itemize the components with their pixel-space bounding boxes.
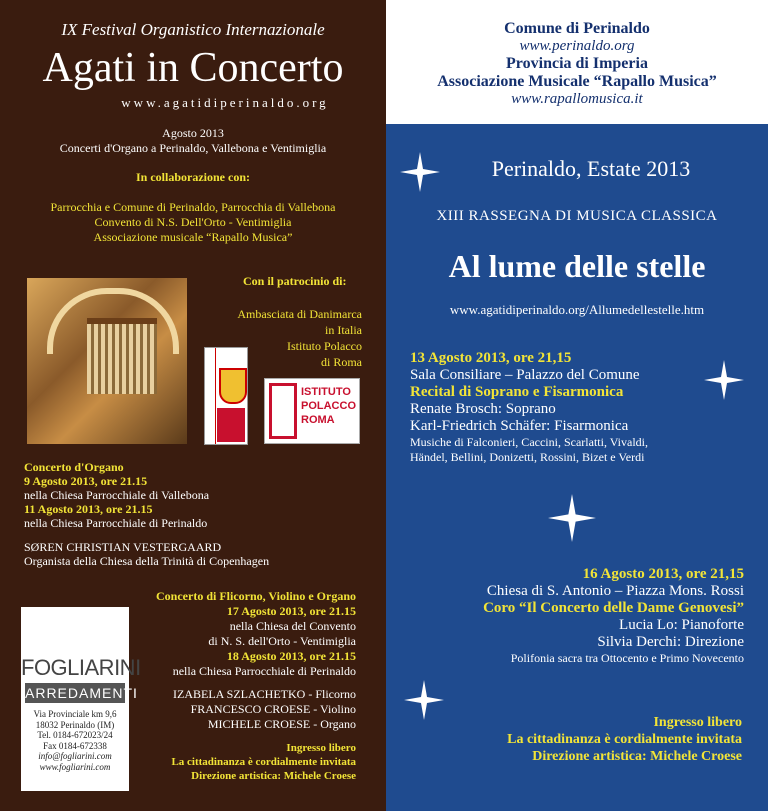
concert2-place1a: nella Chiesa del Convento [229, 619, 356, 633]
concert1-place2: nella Chiesa Parrocchiale di Perinaldo [24, 516, 208, 530]
series-url: www.agatidiperinaldo.org/Allumedellestelle.htm [449, 302, 705, 317]
concert1-date2: 11 Agosto 2013, ore 21.15 [24, 502, 153, 516]
concert2-performer: MICHELE CROESE - Organo [207, 717, 356, 731]
event2-note: Polifonia sacra tra Ottocento e Primo Novecento [510, 651, 744, 665]
church-organ-photo [27, 278, 187, 444]
concert2-performer: FRANCESCO CROESE - Violino [190, 702, 356, 716]
collab-line: Associazione musicale “Rapallo Musica” [93, 230, 293, 244]
star-icon [704, 360, 744, 400]
patronage-line: di Roma [321, 355, 362, 369]
istituto-polacco-logo [264, 378, 360, 444]
collab-line: Parrocchia e Comune di Perinaldo, Parrocchia di Vallebona [50, 200, 336, 214]
collab-line: Convento di N.S. Dell'Orto - Ventimiglia [94, 215, 292, 229]
concert1-block [24, 460, 374, 568]
concert1-heading: Concerto d'Organo [24, 460, 124, 474]
series-title: Al lume delle stelle [448, 248, 706, 284]
associazione-name: Associazione Musicale “Rapallo Musica” [437, 73, 717, 90]
event2-date: 16 Agosto 2013, ore 21,15 [582, 566, 744, 582]
concert2-block [130, 589, 356, 732]
comune-website: www.perinaldo.org [519, 38, 635, 54]
website: www.agatidiperinaldo.org [121, 95, 329, 110]
main-title: Agati in Concerto [42, 45, 344, 91]
crest-band [205, 348, 216, 444]
ad-brand: FOGLIARINI [21, 655, 141, 680]
period: Agosto 2013 [162, 126, 224, 140]
event1-block [410, 350, 750, 465]
fogliarini-advert [21, 607, 141, 791]
event2-name: Coro “Il Concerto delle Dame Genovesi” [483, 600, 744, 616]
patronage-line: Ambasciata di Danimarca [237, 307, 362, 321]
concert1-place1: nella Chiesa Parrocchiale di Vallebona [24, 488, 210, 502]
collab-heading: In collaborazione con: [136, 170, 250, 184]
provincia-name: Provincia di Imperia [506, 55, 648, 72]
patronage-heading: Con il patrocinio di: [243, 274, 347, 288]
concert2-date1: 17 Agosto 2013, ore 21.15 [226, 604, 356, 618]
right-footer [400, 714, 742, 765]
photo-organ-pipes [87, 318, 157, 394]
event1-music2: Händel, Bellini, Donizetti, Rossini, Bizet e Verdi [410, 450, 645, 464]
footer-line: Ingresso libero [286, 742, 356, 754]
patronage-line: Istituto Polacco [287, 339, 362, 353]
event1-venue: Sala Consiliare – Palazzo del Comune [410, 367, 640, 383]
concert2-date2: 18 Agosto 2013, ore 21.15 [226, 649, 356, 663]
concert1-date1: 9 Agosto 2013, ore 21.15 [24, 474, 148, 488]
series-name: XIII RASSEGNA DI MUSICA CLASSICA [436, 208, 718, 224]
polacco-text: ISTITUTO POLACCO ROMA [301, 386, 356, 426]
event2-venue: Chiesa di S. Antonio – Piazza Mons. Rossi [486, 583, 744, 599]
footer-line: Direzione artistica: Michele Croese [532, 749, 742, 764]
denmark-embassy-logo [204, 347, 248, 445]
concerts-line: Concerti d'Organo a Perinaldo, Vallebona e Ventimiglia [59, 141, 327, 155]
concert2-place1b: di N. S. dell'Orto - Ventimiglia [208, 634, 356, 648]
right-header [386, 0, 768, 124]
associazione-website: www.rapallomusica.it [511, 91, 643, 107]
footer-line: Direzione artistica: Michele Croese [191, 770, 356, 782]
collab-list [0, 200, 386, 245]
concert1-performer: SØREN CHRISTIAN VESTERGAARD [24, 540, 222, 554]
event1-date: 13 Agosto 2013, ore 21,15 [410, 350, 572, 366]
place-season: Perinaldo, Estate 2013 [491, 156, 691, 181]
concert2-heading: Concerto di Flicorno, Violino e Organo [156, 589, 356, 603]
event1-artist1: Renate Brosch: Soprano [410, 401, 556, 417]
footer-line: La cittadinanza è cordialmente invitata [507, 732, 742, 747]
concert2-performer: IZABELA SZLACHETKO - Flicorno [173, 687, 356, 701]
ad-sub: ARREDAMENTI [25, 685, 138, 701]
event1-name: Recital di Soprano e Fisarmonica [410, 384, 624, 400]
event1-music1: Musiche di Falconieri, Caccini, Scarlatti, Vivaldi, [410, 435, 649, 449]
footer-line: Ingresso libero [653, 715, 742, 730]
event2-block [400, 566, 744, 666]
footer-line: La cittadinanza è cordialmente invitata [171, 756, 356, 768]
comune-name: Comune di Perinaldo [504, 20, 650, 37]
polacco-mark-icon [269, 383, 297, 439]
crest-shield-icon [219, 368, 247, 404]
ad-info: Via Provinciale km 9,6 18032 Perinaldo (IM) Tel. 0184-672023/24 Fax 0184-672338 info@fogliarini.com www.fogliarini.com [33, 709, 117, 772]
left-footer [140, 741, 356, 783]
event2-artist2: Silvia Derchi: Direzione [597, 634, 744, 650]
right-panel [386, 124, 768, 811]
patronage-line: in Italia [325, 323, 362, 337]
crest-stripe [217, 408, 245, 442]
event1-artist2: Karl-Friedrich Schäfer: Fisarmonica [410, 418, 629, 434]
event2-artist1: Lucia Lo: Pianoforte [619, 617, 744, 633]
star-icon [548, 494, 596, 542]
festival-name: IX Festival Organistico Internazionale [61, 20, 325, 39]
concert2-place2: nella Chiesa Parrocchiale di Perinaldo [172, 664, 356, 678]
concert1-role: Organista della Chiesa della Trinità di Copenhagen [24, 554, 270, 568]
